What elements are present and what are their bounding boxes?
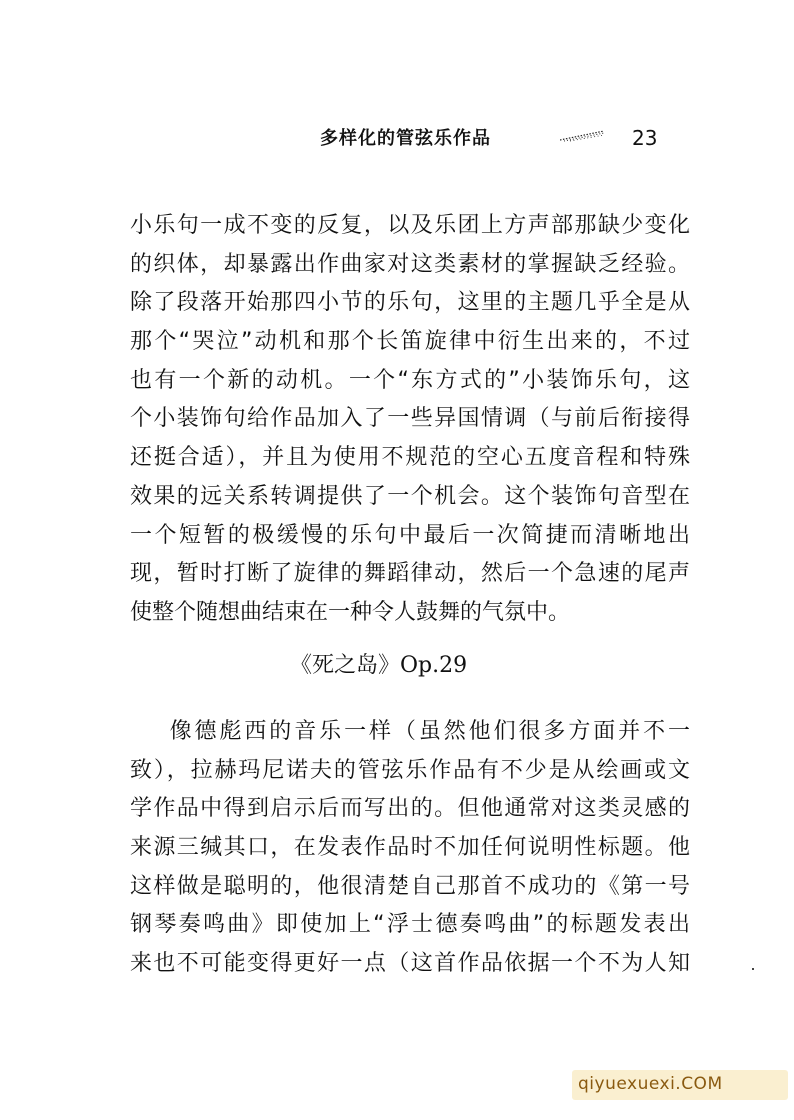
section-heading: 《死之岛》Op.29 (290, 653, 468, 678)
paragraph-line: 来源三缄其口，在发表作品时不加任何说明性标题。他 (130, 835, 690, 861)
paragraph-line: 现，暂时打断了旋律的舞蹈律动，然后一个急速的尾声 (130, 561, 690, 587)
watermark-text: qiyuexuexi.COM (578, 1074, 723, 1094)
paragraph-line: 致），拉赫玛尼诺夫的管弦乐作品有不少是从绘画或文 (130, 757, 690, 783)
paragraph-line: 钢琴奏鸣曲》即使加上“浮士德奏鸣曲”的标题发表出 (130, 912, 690, 938)
body-paragraph-1 (130, 207, 690, 633)
page-number: 23 (632, 126, 658, 150)
paragraph-line: 的织体，却暴露出作曲家对这类素材的掌握缺乏经验。 (130, 251, 690, 277)
paragraph-line: 那个“哭泣”动机和那个长笛旋律中衍生出来的，不过 (130, 329, 690, 355)
paragraph-line: 小乐句一成不变的反复，以及乐团上方声部那缺少变化 (130, 213, 690, 238)
paragraph-line: 这样做是聪明的，他很清楚自己那首不成功的《第一号 (130, 873, 690, 899)
paragraph-line: 个小装饰句给作品加入了一些异国情调（与前后衔接得 (130, 406, 690, 432)
paragraph-line: 像德彪西的音乐一样（虽然他们很多方面并不一 (130, 719, 690, 744)
paragraph-line: 学作品中得到启示后而写出的。但他通常对这类灵感的 (130, 796, 690, 822)
paragraph-line: 使整个随想曲结束在一种令人鼓舞的气氛中。 (130, 599, 571, 625)
paragraph-line: 除了段落开始那四小节的乐句，这里的主题几乎全是从 (130, 290, 690, 316)
header-ornament-icon (560, 130, 604, 142)
paragraph-line: 一个短暂的极缓慢的乐句中最后一次简捷而清晰地出 (130, 522, 690, 548)
paragraph-line: 还挺合适），并且为使用不规范的空心五度音程和特殊 (130, 445, 690, 471)
running-head-title: 多样化的管弦乐作品 (320, 128, 491, 149)
site-watermark (578, 1074, 723, 1094)
paragraph-line: 来也不可能变得更好一点（这首作品依据一个不为人知 (130, 951, 690, 977)
paragraph-line: 效果的远关系转调提供了一个机会。这个装饰句音型在 (130, 483, 690, 509)
body-paragraph-2 (130, 713, 690, 984)
scan-speck (752, 968, 754, 970)
paragraph-line: 也有一个新的动机。一个“东方式的”小装饰乐句，这 (130, 367, 690, 393)
